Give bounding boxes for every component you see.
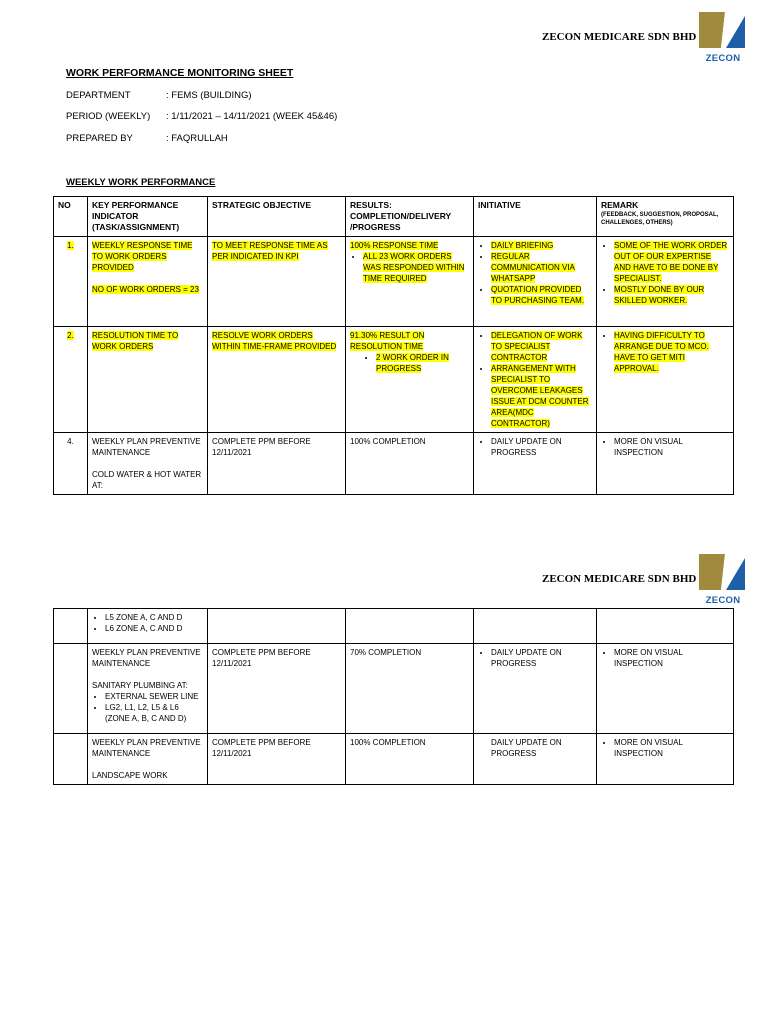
kpi-location: COLD WATER & HOT WATER AT: bbox=[92, 470, 202, 490]
meta-value: : FAQRULLAH bbox=[166, 133, 228, 144]
kpi-bullet: • L5 ZONE A, C AND D bbox=[105, 612, 203, 623]
performance-table-continued bbox=[53, 608, 734, 785]
table-row bbox=[54, 609, 734, 644]
kpi-text: WEEKLY RESPONSE TIME TO WORK ORDERS PROVIDED bbox=[92, 241, 193, 272]
page-title: WORK PERFORMANCE MONITORING SHEET bbox=[66, 67, 294, 79]
initiative-item: • DAILY UPDATE ON PROGRESS bbox=[491, 647, 592, 669]
row-remark bbox=[597, 734, 734, 785]
row-objective: COMPLETE PPM BEFORE 12/11/2021 bbox=[208, 433, 346, 495]
row-objective: COMPLETE PPM BEFORE 12/11/2021 bbox=[208, 644, 346, 734]
kpi-text: WEEKLY PLAN PREVENTIVE MAINTENANCE bbox=[92, 648, 201, 668]
meta-period bbox=[66, 111, 337, 122]
result-text: 91.30% RESULT ON RESOLUTION TIME bbox=[350, 331, 425, 351]
kpi-bullet: • L6 ZONE A, C AND D bbox=[105, 623, 203, 634]
row-no: 4. bbox=[54, 433, 88, 495]
initiative-item: DAILY UPDATE ON PROGRESS bbox=[491, 738, 562, 758]
table-row bbox=[54, 237, 734, 327]
row-no bbox=[54, 734, 88, 785]
zecon-logo-mark-icon bbox=[699, 12, 747, 48]
initiative-item: ARRANGEMENT WITH SPECIALIST TO OVERCOME LEAKAGES ISSUE AT DCM COUNTER AREA(MDC CONTRACTOR) bbox=[491, 364, 589, 428]
row-results: 70% COMPLETION bbox=[346, 644, 474, 734]
zecon-logo bbox=[699, 12, 747, 64]
row-no bbox=[54, 644, 88, 734]
meta-label: DEPARTMENT bbox=[66, 90, 131, 101]
row-remark bbox=[597, 644, 734, 734]
result-bullet: 2 WORK ORDER IN PROGRESS bbox=[376, 353, 449, 373]
initiative-item: DELEGATION OF WORK TO SPECIALIST CONTRACTOR bbox=[491, 331, 583, 362]
table-header-row bbox=[54, 197, 734, 237]
kpi-text: WEEKLY PLAN PREVENTIVE MAINTENANCE bbox=[92, 738, 201, 758]
zecon-logo bbox=[699, 554, 747, 606]
row-initiative bbox=[474, 609, 597, 644]
meta-value: : FEMS (BUILDING) bbox=[166, 90, 252, 101]
kpi-text: WEEKLY PLAN PREVENTIVE MAINTENANCE bbox=[92, 437, 201, 457]
header-initiative: INITIATIVE bbox=[474, 197, 597, 237]
row-initiative bbox=[474, 433, 597, 495]
performance-table bbox=[53, 196, 734, 495]
result-bullet: ALL 23 WORK ORDERS WAS RESPONDED WITHIN TIME REQUIRED bbox=[363, 252, 465, 283]
meta-prepared-by bbox=[66, 133, 228, 144]
row-kpi bbox=[88, 237, 208, 327]
table-row bbox=[54, 734, 734, 785]
meta-label: PREPARED BY bbox=[66, 133, 133, 144]
row-kpi bbox=[88, 433, 208, 495]
remark-item: HAVING DIFFICULTY TO ARRANGE DUE TO MCO. HAVE TO GET MITI APPROVAL. bbox=[614, 331, 709, 373]
initiative-item: REGULAR COMMUNICATION VIA WHATSAPP bbox=[491, 252, 575, 283]
row-no: 1. bbox=[54, 237, 88, 327]
zecon-logo-text: ZECON bbox=[705, 595, 741, 606]
row-initiative bbox=[474, 734, 597, 785]
table-row bbox=[54, 433, 734, 495]
kpi-bullet: • LG2, L1, L2, L5 & L6 (ZONE A, B, C AND D) bbox=[105, 702, 203, 724]
section-title: WEEKLY WORK PERFORMANCE bbox=[66, 177, 216, 188]
remark-item: MOSTLY DONE BY OUR SKILLED WORKER. bbox=[614, 285, 705, 305]
row-results bbox=[346, 237, 474, 327]
header-remark bbox=[597, 197, 734, 237]
row-initiative bbox=[474, 644, 597, 734]
row-remark bbox=[597, 237, 734, 327]
row-objective: COMPLETE PPM BEFORE 12/11/2021 bbox=[208, 734, 346, 785]
meta-label: PERIOD (WEEKLY) bbox=[66, 111, 151, 122]
zecon-logo-text: ZECON bbox=[705, 53, 741, 64]
row-kpi bbox=[88, 734, 208, 785]
row-objective: TO MEET RESPONSE TIME AS PER INDICATED IN KPI bbox=[208, 237, 346, 327]
table-row bbox=[54, 327, 734, 433]
row-kpi bbox=[88, 644, 208, 734]
row-kpi: RESOLUTION TIME TO WORK ORDERS bbox=[88, 327, 208, 433]
remark-item: • MORE ON VISUAL INSPECTION bbox=[614, 737, 729, 759]
header-results: RESULTS: COMPLETION/DELIVERY /PROGRESS bbox=[346, 197, 474, 237]
row-initiative bbox=[474, 237, 597, 327]
initiative-item: DAILY BRIEFING bbox=[491, 241, 554, 250]
result-text: 100% RESPONSE TIME bbox=[350, 241, 439, 250]
meta-value: : 1/11/2021 – 14/11/2021 (WEEK 45&46) bbox=[166, 111, 338, 122]
kpi-location: LANDSCAPE WORK bbox=[92, 771, 168, 780]
row-objective: RESOLVE WORK ORDERS WITHIN TIME-FRAME PROVIDED bbox=[208, 327, 346, 433]
remark-item: • MORE ON VISUAL INSPECTION bbox=[614, 647, 729, 669]
header-objective: STRATEGIC OBJECTIVE bbox=[208, 197, 346, 237]
row-kpi bbox=[88, 609, 208, 644]
header-remark-label: REMARK bbox=[601, 200, 639, 210]
header-remark-sub: (FEEDBACK, SUGGESTION, PROPOSAL, CHALLENGES, OTHERS) bbox=[601, 212, 719, 226]
zecon-logo-mark-icon bbox=[699, 554, 747, 590]
meta-department bbox=[66, 90, 252, 101]
row-results bbox=[346, 327, 474, 433]
row-remark bbox=[597, 327, 734, 433]
row-no bbox=[54, 609, 88, 644]
header-kpi: KEY PERFORMANCE INDICATOR (TASK/ASSIGNMENT) bbox=[88, 197, 208, 237]
row-initiative bbox=[474, 327, 597, 433]
kpi-bullet: • EXTERNAL SEWER LINE bbox=[105, 691, 203, 702]
table-row bbox=[54, 644, 734, 734]
initiative-item: QUOTATION PROVIDED TO PURCHASING TEAM. bbox=[491, 285, 585, 305]
row-remark bbox=[597, 609, 734, 644]
company-name: ZECON MEDICARE SDN BHD bbox=[542, 573, 697, 585]
row-remark bbox=[597, 433, 734, 495]
kpi-count: NO OF WORK ORDERS = 23 bbox=[92, 285, 199, 294]
company-name: ZECON MEDICARE SDN BHD bbox=[542, 31, 697, 43]
row-objective bbox=[208, 609, 346, 644]
row-no: 2. bbox=[54, 327, 88, 433]
remark-item: • MORE ON VISUAL INSPECTION bbox=[614, 436, 729, 458]
remark-item: SOME OF THE WORK ORDER OUT OF OUR EXPERTISE AND HAVE TO BE DONE BY SPECIALIST. bbox=[614, 241, 728, 283]
header-no: NO bbox=[54, 197, 88, 237]
row-results: 100% COMPLETION bbox=[346, 433, 474, 495]
kpi-location: SANITARY PLUMBING AT: bbox=[92, 681, 188, 690]
row-results: 100% COMPLETION bbox=[346, 734, 474, 785]
initiative-item: • DAILY UPDATE ON PROGRESS bbox=[491, 436, 592, 458]
row-results bbox=[346, 609, 474, 644]
